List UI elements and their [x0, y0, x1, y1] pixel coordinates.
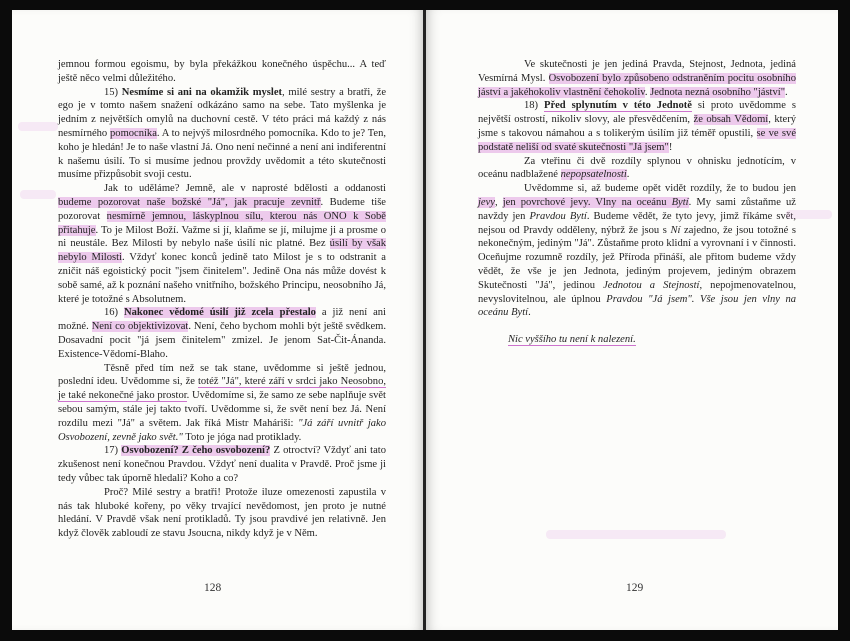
- highlighted-text: totéž "Já", které září v srdci jako Neosobno, je také nekonečné jako prostor: [58, 376, 386, 402]
- highlighted-text: Bytí: [671, 196, 689, 208]
- highlighted-text: Osvobození? Z čeho osvobození?: [121, 445, 271, 457]
- paragraph: [58, 444, 386, 485]
- paragraph: [478, 58, 796, 99]
- book-spread: [12, 10, 838, 630]
- paragraph: [58, 58, 386, 86]
- highlighted-text: Nakonec vědomé úsilí již zcela přestalo: [124, 307, 316, 319]
- text-run: a již není ani možné.: [58, 307, 386, 333]
- text-run: .: [528, 307, 531, 319]
- text-run: . Budeme tiše pozorovat: [58, 196, 386, 222]
- highlighted-text: Není co objektivizovat: [91, 321, 189, 333]
- highlighted-text: "Já září uvnitř jako Osvobození, zevně jako svět.": [58, 417, 386, 443]
- left-page: [12, 10, 424, 630]
- text-run: . To je Milost Boží. Važme si jí, klaňme se jí, milujme ji a prosme o ni neustále. Bez Milosti by nebylo naše úsilí nic platné. Bez: [58, 224, 386, 250]
- highlighted-text: se ve své podstatě neliší od svaté skutečnosti "Já jsem": [478, 127, 796, 153]
- text-run: , který jsme s takovou námahou a s tolikerým úsilím již téměř opustili,: [478, 114, 796, 139]
- highlighted-text: nepopsatelnosti: [560, 169, 627, 181]
- text-run: 16): [104, 307, 124, 319]
- text-run: . A to nejvýš milosrdného pomocníka. Kdo to je? Ten, koho je hledán! Je to naše vlastní Já. Ono není nečinné a není ani indiferentní k našemu úsilí. To si musíme jednou provždy uvědomit a této skutečnosti musíme přizpůsobit svoji cestu.: [58, 127, 386, 181]
- text-run: Z otroctví? Vždyť ani tato zkušenost není konečnou Pravdou. Vždyť není dualita v Pravdě. Proč jsme ji tedy vůbec tak úporně hledali? Koho a co?: [58, 445, 386, 484]
- paragraph: [58, 486, 386, 541]
- highlighted-text: Před splynutím v této Jednotě: [544, 100, 692, 112]
- highlighted-text: Osvobození bylo způsobeno odstraněním pocitu osobního jáství a jakéhokoliv vlastnění čehokoliv: [478, 72, 796, 98]
- highlighted-text: jevy: [478, 196, 495, 208]
- paragraph: [58, 306, 386, 361]
- paragraph: [58, 362, 386, 445]
- text-run: Proč? Milé sestry a bratři! Protože iluze omezenosti zapustila v nás tak hluboké kořeny, po věky trvající nevědomost, jen proto je nutné hledání. V Pravdě však není protikladů. Ty jsou pravdivé jen relativně. Jen když člověk zabloudí ze stavu Jsoucna, nikdy když je v Něm.: [58, 486, 386, 540]
- text-run: .: [785, 86, 788, 98]
- text-run: , nepojmenovatelnou, nevyslovitelnou, ale úplnou: [478, 279, 796, 305]
- paragraph: [478, 155, 796, 183]
- text-run: 18): [524, 100, 544, 112]
- highlighted-text: nesmírně jemnou, láskyplnou sílu, kterou nás ONO k Sobě přitahuje: [58, 210, 386, 236]
- right-page-text: [478, 58, 796, 347]
- highlighted-text: Nic vyššího tu není k nalezení.: [508, 334, 636, 346]
- highlight-bleed-mark: [18, 122, 58, 131]
- highlight-bleed-mark: [786, 210, 832, 219]
- text-run: 17): [104, 445, 122, 457]
- paragraph: [58, 182, 386, 306]
- highlighted-text: budeme pozorovat naše božské "Já", jak pracuje zevnitř: [58, 196, 321, 208]
- text-run: ,: [494, 196, 503, 208]
- text-run: Těsně před tím než se tak stane, uvědomme si ještě jednou, poslední ideu. Uvědomme si, že: [58, 362, 386, 388]
- highlighted-text: úsilí by však nebylo Milosti: [58, 238, 387, 264]
- text-run: . My sami zůstaňme už navždy jen: [478, 196, 796, 222]
- left-page-text: [58, 58, 386, 541]
- page-number: 129: [626, 582, 644, 594]
- highlight-bleed-mark: [20, 190, 56, 199]
- text-run: .: [644, 86, 651, 98]
- text-run: Za vteřinu či dvě rozdíly splynou v ohnisku jednotícím, v oceánu nadblažené: [478, 155, 796, 181]
- text-run: jemnou formou egoismu, by byla překážkou konečného úspěchu... A teď ještě něco velmi důležitého.: [58, 59, 386, 84]
- highlighted-text: pomocníka: [110, 127, 157, 139]
- text-run: .: [626, 169, 630, 181]
- text-run: Uvědomme si, až budeme opět vidět rozdíly, že to budou jen: [524, 183, 796, 195]
- text-run: . Není, čeho bychom mohli být ještě svědkem. Dosavadní pocit "já jsem činitelem" zmizel. Je jenom Sat-Čit-Ánanda. Existence-Vědomí-Blaho.: [58, 321, 386, 360]
- text-run: 15): [104, 86, 122, 98]
- right-page: [426, 10, 838, 630]
- text-run: . Budeme vědět, že tyto jevy, jimž říkáme svět, nejsou od Pravdy odděleny, nýbrž že jsou s: [478, 210, 796, 236]
- paragraph: [478, 99, 796, 154]
- highlighted-text: jen povrchové jevy. Vlny na oceánu: [502, 196, 672, 208]
- text-run: Jak to uděláme? Jemně, ale v naprosté bdělosti a oddanosti: [104, 183, 386, 195]
- text-run: , milé sestry a bratři, že ego je v tomto našem snažení odkázáno samo na sebe. Tato myšlenka je jedním z největších omylů na duchovní cestě. V této práci má každý z nás nesmírného: [58, 86, 386, 139]
- highlighted-text: Nesmíme si ani na okamžik myslet: [121, 86, 283, 98]
- text-run: . Uvědomíme si, že samo ze sebe naplňuje svět sebou samým, stále jej takto tvoří. Uvědomme si, že svět není bez Já. Není rozdílu mezi "Já" a světem. Jak říká Mistr Maháriši:: [58, 390, 386, 429]
- text-run: !: [668, 141, 673, 153]
- text-run: . Vždyť konec konců jedině tato Milost je s to odstranit a zničit náš egoistický pocit "jsem činitelem". Jedině Ona nás může dovést k sobě samé, až k poznání našeho vnitřního, božského Principu, neosobního Já, které je totožné s Absolutnem.: [58, 252, 386, 305]
- text-run: si proto uvědomme s největší ostrostí, nikoliv slovy, ale přesvědčením,: [478, 100, 796, 126]
- highlighted-text: Jednota nezná osobního "jáství": [650, 86, 785, 98]
- text-run: Toto je jóga nad protiklady.: [182, 431, 302, 443]
- highlighted-text: Jednotou a Stejností: [603, 279, 700, 291]
- text-run: zajedno, že jsou totožné s nekonečným, jediným "Já". Zůstaňme proto klidní a vyrovnaní i v činnosti. Oceňujme rozumně rozdíly, jež Příroda přináší, ale přitom budeme vždy vědět, že vše je jen Jednota, jediným projevem, jediným obrazem Skutečnosti "Já", jedinou: [478, 224, 796, 291]
- paragraph: [58, 86, 386, 183]
- highlight-bleed-mark: [546, 530, 726, 539]
- highlighted-text: Pravdou Bytí: [529, 210, 587, 222]
- text-run: Ve skutečnosti je jen jediná Pravda, Stejnost, Jednota, jediná Vesmírná Mysl.: [478, 59, 796, 84]
- paragraph: [478, 182, 796, 320]
- highlighted-text: Ní: [670, 224, 681, 236]
- highlighted-text: že obsah Vědomí: [693, 114, 769, 126]
- page-number: 128: [204, 582, 222, 594]
- closing-line: [478, 333, 796, 347]
- highlighted-text: Pravdou "Já jsem". Vše jsou jen vlny na oceánu Bytí: [478, 293, 796, 319]
